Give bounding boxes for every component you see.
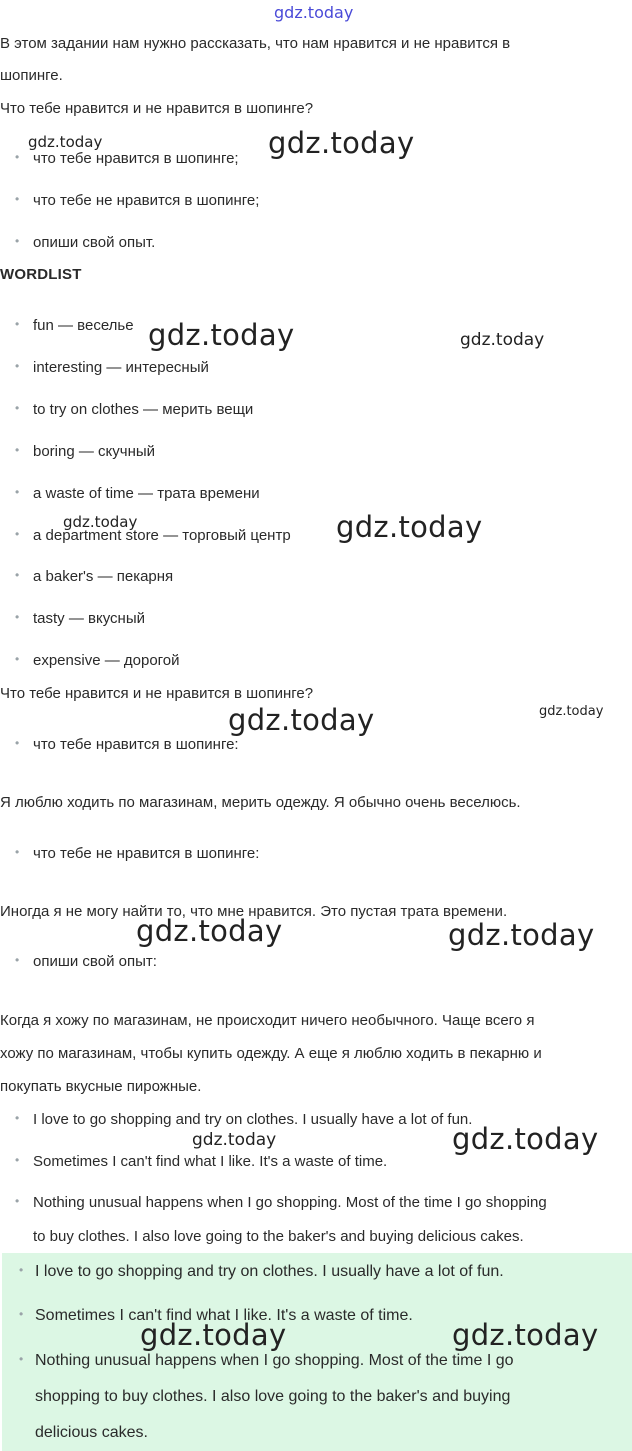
list-item bbox=[15, 443, 155, 460]
list-item bbox=[15, 401, 253, 418]
watermark: gdz.today bbox=[460, 330, 545, 350]
watermark: gdz.today bbox=[448, 918, 595, 952]
english-answer-3-line-2: to buy clothes. I also love going to the baker's and buying delicious cakes. bbox=[33, 1228, 524, 1245]
watermark: gdz.today bbox=[148, 318, 295, 352]
wordlist-item-1: fun — веселье bbox=[33, 317, 134, 334]
like-label: что тебе нравится в шопинге: bbox=[33, 736, 239, 753]
like-text: Я люблю ходить по магазинам, мерить одежду. Я обычно очень веселюсь. bbox=[0, 794, 521, 811]
highlighted-answer-3-line-2: shopping to buy clothes. I also love going to the baker's and buying bbox=[35, 1388, 511, 1405]
watermark: gdz.today bbox=[336, 510, 483, 544]
plan-item-1: что тебе нравится в шопинге; bbox=[33, 150, 239, 167]
highlighted-answer-2: Sometimes I can't find what I like. It's a waste of time. bbox=[35, 1307, 413, 1324]
highlighted-answer-3-line-1: Nothing unusual happens when I go shopping. Most of the time I go bbox=[35, 1352, 514, 1369]
list-item bbox=[15, 485, 260, 502]
dislike-text: Иногда я не могу найти то, что мне нравится. Это пустая трата времени. bbox=[0, 903, 508, 920]
list-item bbox=[15, 192, 259, 209]
wordlist-heading: WORDLIST bbox=[0, 266, 82, 283]
english-answer-2: Sometimes I can't find what I like. It's a waste of time. bbox=[33, 1153, 388, 1170]
intro-line-1: В этом задании нам нужно рассказать, что нам нравится и не нравится в bbox=[0, 35, 511, 52]
highlighted-answer-1: I love to go shopping and try on clothes. I usually have a lot of fun. bbox=[35, 1263, 504, 1280]
list-item bbox=[15, 1194, 547, 1211]
wordlist-item-3: to try on clothes — мерить вещи bbox=[33, 401, 254, 418]
list-item bbox=[15, 150, 239, 167]
list-item bbox=[15, 736, 239, 753]
watermark-top: gdz.today bbox=[274, 3, 354, 22]
experience-line-1: Когда я хожу по магазинам, не происходит ничего необычного. Чаще всего я bbox=[0, 1012, 535, 1029]
plan-item-2: что тебе не нравится в шопинге; bbox=[33, 192, 260, 209]
list-item bbox=[15, 568, 173, 585]
experience-line-2: хожу по магазинам, чтобы купить одежду. А еще я люблю ходить в пекарню и bbox=[0, 1045, 542, 1062]
list-item bbox=[15, 359, 209, 376]
list-item bbox=[19, 1352, 514, 1370]
wordlist-item-8: tasty — вкусный bbox=[33, 610, 145, 627]
list-item bbox=[15, 234, 155, 251]
list-item bbox=[15, 610, 145, 627]
watermark: gdz.today bbox=[452, 1122, 599, 1156]
list-item bbox=[15, 527, 291, 544]
watermark: gdz.today bbox=[228, 703, 375, 737]
watermark: gdz.today bbox=[539, 704, 604, 719]
watermark: gdz.today bbox=[268, 126, 415, 160]
wordlist-item-7: a baker's — пекарня bbox=[33, 568, 174, 585]
watermark: gdz.today bbox=[136, 914, 283, 948]
watermark: gdz.today bbox=[28, 133, 103, 151]
highlighted-answer-3-line-3: delicious cakes. bbox=[35, 1424, 148, 1441]
watermark: gdz.today bbox=[452, 1318, 599, 1352]
list-item bbox=[15, 953, 157, 970]
watermark: gdz.today bbox=[140, 1318, 287, 1352]
dislike-label: что тебе не нравится в шопинге: bbox=[33, 845, 260, 862]
list-item bbox=[15, 652, 180, 669]
question-1: Что тебе нравится и не нравится в шопинге? bbox=[0, 100, 314, 117]
list-item bbox=[15, 1153, 387, 1170]
english-answer-1: I love to go shopping and try on clothes. I usually have a lot of fun. bbox=[33, 1111, 473, 1128]
question-2: Что тебе нравится и не нравится в шопинге? bbox=[0, 685, 314, 702]
english-answer-3-line-1: Nothing unusual happens when I go shopping. Most of the time I go shopping bbox=[33, 1194, 547, 1211]
list-item bbox=[15, 845, 259, 862]
watermark: gdz.today bbox=[192, 1130, 277, 1150]
watermark: gdz.today bbox=[63, 513, 138, 531]
wordlist-item-9: expensive — дорогой bbox=[33, 652, 180, 669]
experience-label: опиши свой опыт: bbox=[33, 953, 157, 970]
experience-line-3: покупать вкусные пирожные. bbox=[0, 1078, 202, 1095]
plan-item-3: опиши свой опыт. bbox=[33, 234, 156, 251]
list-item bbox=[15, 317, 134, 334]
wordlist-item-6: a department store — торговый центр bbox=[33, 527, 291, 544]
list-item bbox=[19, 1263, 504, 1281]
list-item bbox=[15, 1111, 472, 1128]
intro-line-2: шопинге. bbox=[0, 67, 63, 84]
wordlist-item-4: boring — скучный bbox=[33, 443, 156, 460]
wordlist-item-2: interesting — интересный bbox=[33, 359, 209, 376]
wordlist-item-5: a waste of time — трата времени bbox=[33, 485, 260, 502]
